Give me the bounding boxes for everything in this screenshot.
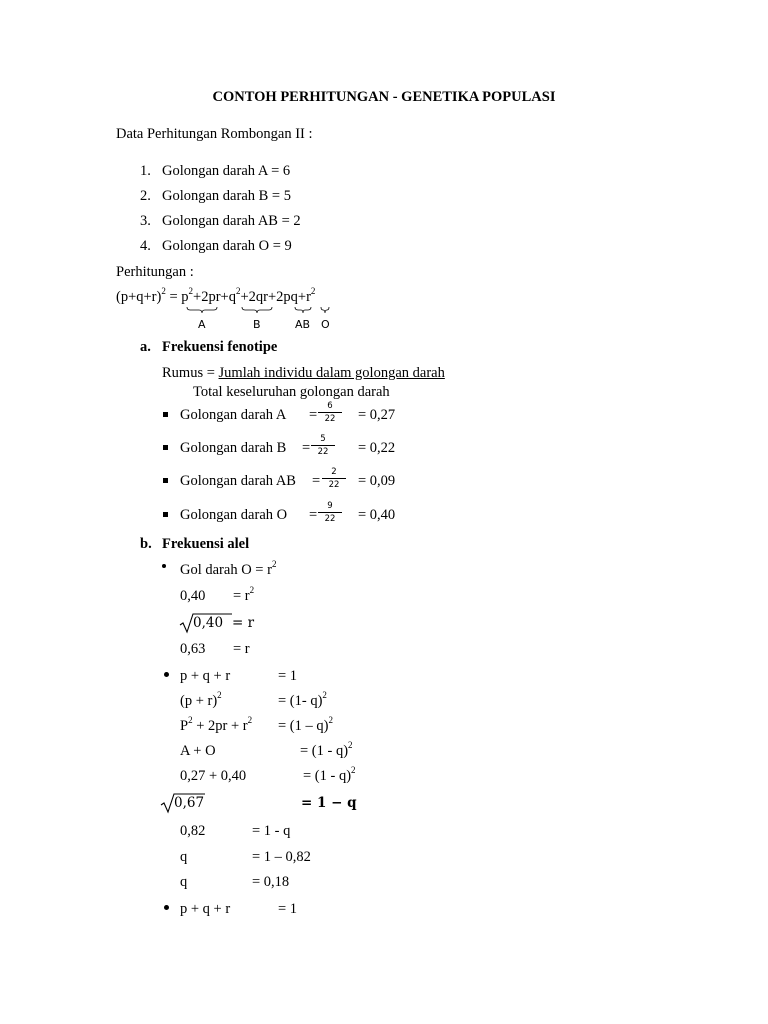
section-b-heading: Frekuensi alel	[162, 536, 250, 552]
rumus-denominator: Total keseluruhan golongan darah	[193, 384, 390, 400]
bullet-icon	[164, 672, 169, 677]
rumus-line	[162, 366, 445, 381]
equation-lhs: (p+q+r)	[116, 289, 162, 305]
perhitungan-label: Perhitungan :	[116, 264, 194, 280]
item-eq: =	[309, 507, 318, 523]
b2-l3-right: = (1 – q)$^2$	[278, 715, 333, 734]
b2-l4-left: A + O	[180, 743, 216, 759]
square-bullet-icon	[163, 445, 168, 450]
underbrace-b	[241, 306, 273, 314]
item-eq: =	[312, 473, 321, 489]
fraction: $\frac{5}{22}$	[311, 435, 335, 456]
b2-l2-left: $(p + r)^2$	[180, 690, 222, 709]
b1-line1: Gol darah $O = r^2$	[180, 559, 277, 578]
list-number: 1.	[140, 163, 151, 179]
list-text: Golongan darah AB = 2	[162, 213, 301, 229]
b2-l2-right: = (1- q)$^2$	[278, 690, 327, 709]
b2-l4-right: = (1 - q)$^2$	[300, 740, 353, 759]
b1-l4-left: 0,63	[180, 641, 206, 657]
bullet-icon	[162, 564, 166, 568]
item-label: Golongan darah O	[180, 507, 288, 523]
b2-l1-left: p + q + r	[180, 668, 231, 684]
brace-label-o: O	[321, 318, 330, 331]
b2-l5-right: = (1 - q)$^2$	[303, 765, 356, 784]
underbrace-a	[186, 306, 218, 314]
main-equation	[116, 286, 316, 305]
b2-l9-left: q	[180, 874, 188, 890]
list-number: 3.	[140, 213, 151, 229]
b3-l1-right: = 1	[278, 901, 298, 917]
item-result: = 0,09	[358, 473, 396, 489]
item-result: = 0,27	[358, 407, 396, 423]
bullet-icon	[164, 905, 169, 910]
rumus-prefix: Rumus =	[162, 365, 219, 381]
b2-l5-left: 0,27 + 0,40	[180, 768, 247, 784]
brace-label-b: B	[253, 318, 261, 331]
b3-l1-left: p + q + r	[180, 901, 231, 917]
brace-label-a: A	[198, 318, 206, 331]
rumus-numerator: Jumlah individu dalam golongan darah	[218, 365, 445, 381]
b2-l6-right: = 1 − q	[301, 795, 357, 811]
item-eq: =	[309, 407, 318, 423]
b1-l3-right: = r	[232, 615, 255, 631]
page-title: CONTOH PERHITUNGAN - GENETIKA POPULASI	[212, 89, 556, 105]
underbrace-o	[320, 306, 330, 314]
list-text: Golongan darah B = 5	[162, 188, 291, 204]
underbrace-ab	[294, 306, 312, 314]
b2-l6-radicand: 0,67	[174, 795, 205, 811]
item-result: = 0,22	[358, 440, 396, 456]
list-number: 2.	[140, 188, 151, 204]
b2-l9-right: = 0,18	[252, 874, 290, 890]
b1-l3-radicand: 0,40	[193, 615, 224, 631]
item-result: = 0,40	[358, 507, 396, 523]
square-bullet-icon	[163, 512, 168, 517]
exponent: 2	[161, 286, 166, 296]
square-bullet-icon	[163, 478, 168, 483]
square-bullet-icon	[163, 412, 168, 417]
equation-rhs: = $p^2+2pr+q^2+2qr+2pq+r^2$	[169, 286, 316, 305]
b2-l1-right: = 1	[278, 668, 298, 684]
fraction: $\frac{2}{22}$	[322, 468, 346, 489]
b1-l2-right: = $r^2$	[233, 585, 255, 604]
section-b-label: b.	[140, 536, 152, 552]
list-text: Golongan darah A = 6	[162, 163, 291, 179]
section-a-heading: Frekuensi fenotipe	[162, 339, 278, 355]
intro-text: Data Perhitungan Rombongan II :	[116, 126, 313, 142]
list-text: Golongan darah O = 9	[162, 238, 292, 254]
item-label: Golongan darah AB	[180, 473, 296, 489]
b2-l8-left: q	[180, 849, 188, 865]
b2-l8-right: = 1 – 0,82	[252, 849, 311, 865]
item-label: Golongan darah A	[180, 407, 287, 423]
fraction: $\frac{6}{22}$	[318, 402, 342, 423]
b2-l7-left: 0,82	[180, 823, 206, 839]
section-a-label: a.	[140, 339, 151, 355]
b1-l2-left: 0,40	[180, 588, 206, 604]
list-number: 4.	[140, 238, 151, 254]
item-eq: =	[302, 440, 311, 456]
b2-l3-left: $P^2 + 2pr + r^2$	[180, 715, 253, 734]
item-label: Golongan darah B	[180, 440, 287, 456]
fraction: $\frac{9}{22}$	[318, 502, 342, 523]
b1-l4-right: = r	[233, 641, 250, 657]
brace-label-ab: AB	[295, 318, 311, 331]
b2-l7-right: = 1 - q	[252, 823, 291, 839]
